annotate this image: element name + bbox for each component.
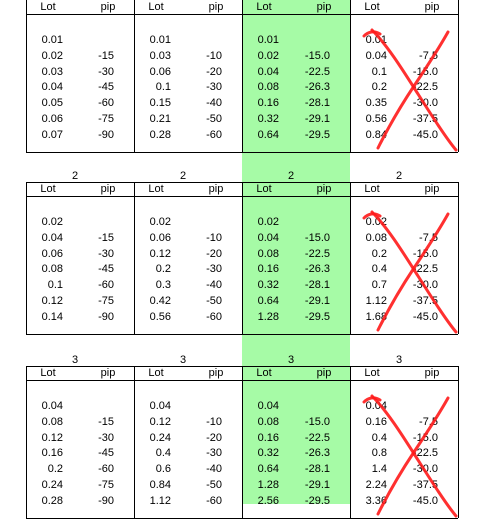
pip-value: -20 (206, 431, 222, 444)
lot-value: 0.08 (257, 247, 279, 260)
lot-value: 0.2 (371, 247, 387, 260)
lot-value: 0.32 (257, 279, 279, 292)
pip-value: -30 (206, 447, 222, 460)
pip-value: -26.3 (304, 81, 330, 94)
lot-value: 0.64 (257, 463, 279, 476)
lot-value: 2.56 (257, 494, 279, 507)
lot-value: 0.6 (155, 463, 171, 476)
pip-value: -28.1 (304, 97, 330, 110)
cross-stroke (372, 212, 456, 332)
pip-value: -15.0 (412, 65, 438, 78)
lot-header: Lot (148, 183, 164, 195)
block-label: 2 (395, 170, 403, 182)
lot-value: 0.14 (41, 310, 63, 323)
pip-value: -29.5 (304, 310, 330, 323)
lot-value: 1.12 (365, 295, 387, 307)
pip-value: -22.5 (412, 263, 438, 276)
lot-header: Lot (40, 367, 56, 379)
lot-value: 0.04 (41, 400, 63, 412)
pip-value: -60 (98, 97, 114, 110)
lot-value: 0.4 (371, 431, 387, 444)
pip-value: -7.5 (419, 415, 438, 428)
pip-value: -75 (98, 113, 114, 125)
lot-value: 0.28 (41, 494, 63, 507)
lot-value: 0.42 (149, 295, 171, 307)
lot-value: 0.32 (257, 447, 279, 460)
pip-value: -15 (98, 231, 114, 244)
block-label: 3 (71, 354, 79, 366)
lot-value: 0.12 (41, 431, 63, 444)
pip-value: -90 (98, 128, 114, 141)
lot-value: 0.64 (257, 295, 279, 307)
pip-value: -7.5 (419, 49, 438, 62)
lot-value: 0.16 (257, 263, 279, 276)
lot-value: 2.24 (365, 479, 387, 491)
pip-value (72, 399, 114, 414)
lot-value: 0.02 (41, 216, 63, 228)
pip-value (288, 399, 330, 414)
red-x-mark-icon (360, 390, 468, 520)
pip-value: -60 (98, 463, 114, 476)
lot-value: 0.56 (149, 310, 171, 323)
pip-value: -28.1 (304, 279, 330, 292)
pip-value: -45 (98, 447, 114, 460)
red-x-mark-icon (360, 206, 468, 336)
lot-value: 1.28 (257, 310, 279, 323)
lot-value: 0.15 (149, 97, 171, 110)
pip-header: pip (316, 367, 332, 379)
lot-value: 0.2 (371, 81, 387, 94)
pip-value: -29.1 (304, 295, 330, 307)
pip-header: pip (100, 367, 116, 379)
lot-value: 0.3 (155, 279, 171, 292)
pip-value: -26.3 (304, 263, 330, 276)
lot-value: 0.8 (371, 447, 387, 460)
lot-value: 1.28 (257, 479, 279, 491)
pip-value: -29.5 (304, 494, 330, 507)
lot-value: 0.06 (149, 65, 171, 78)
pip-value: -15.0 (412, 247, 438, 260)
pip-value: -10 (206, 415, 222, 428)
pip-value: -50 (206, 295, 222, 307)
lot-value: 0.64 (257, 128, 279, 141)
red-x-mark-icon (360, 24, 468, 154)
pip-value: -75 (98, 295, 114, 307)
pip-value: -15.0 (304, 49, 330, 62)
pip-value: -45 (98, 81, 114, 94)
pip-value: -29.5 (304, 128, 330, 141)
pip-header: pip (208, 1, 224, 13)
block-label: 3 (287, 354, 295, 366)
lot-value: 0.1 (155, 81, 171, 94)
lot-value: 0.16 (365, 415, 387, 428)
block-label: 2 (71, 170, 79, 182)
cross-stroke (372, 30, 456, 150)
pip-header: pip (208, 183, 224, 195)
pip-value: -15.0 (304, 231, 330, 244)
lot-value: 0.1 (47, 279, 63, 292)
pip-value: -90 (98, 310, 114, 323)
lot-value: 0.84 (365, 128, 387, 141)
lot-value: 0.06 (41, 113, 63, 125)
pip-header: pip (100, 1, 116, 13)
pip-value: -50 (206, 113, 222, 125)
lot-value: 1.12 (149, 494, 171, 507)
pip-value: -26.3 (304, 447, 330, 460)
pip-value (180, 215, 222, 230)
pip-value: -37.5 (412, 295, 438, 307)
lot-header: Lot (256, 183, 272, 195)
pip-value: -10 (206, 49, 222, 62)
pip-value: -60 (206, 128, 222, 141)
pip-value: -40 (206, 279, 222, 292)
pip-value: -22.5 (304, 65, 330, 78)
lot-value: 0.56 (365, 113, 387, 125)
lot-value: 0.06 (149, 231, 171, 244)
lot-value: 0.35 (365, 97, 387, 110)
lot-value: 0.16 (257, 431, 279, 444)
pip-value: -28.1 (304, 463, 330, 476)
pip-value: -37.5 (412, 479, 438, 491)
lot-header: Lot (40, 1, 56, 13)
lot-value: 1.4 (371, 463, 387, 476)
lot-value: 0.05 (41, 97, 63, 110)
lot-value: 3.36 (365, 494, 387, 507)
pip-value: -60 (206, 310, 222, 323)
lot-value: 0.02 (257, 216, 279, 228)
lot-header: Lot (148, 1, 164, 13)
block-label: 2 (179, 170, 187, 182)
pip-value: -45.0 (412, 128, 438, 141)
lot-value: 0.24 (149, 431, 171, 444)
pip-value: -10 (206, 231, 222, 244)
lot-value: 0.02 (41, 49, 63, 62)
pip-value: -30 (206, 263, 222, 276)
pip-value: -90 (98, 494, 114, 507)
pip-header: pip (316, 1, 332, 13)
lot-value: 0.06 (41, 247, 63, 260)
lot-value: 0.07 (41, 128, 63, 141)
lot-value: 0.32 (257, 113, 279, 125)
lot-value: 0.04 (41, 231, 63, 244)
lot-value: 0.01 (365, 34, 387, 46)
pip-value: -40 (206, 97, 222, 110)
pip-value: -30 (206, 81, 222, 94)
lot-value: 0.04 (365, 400, 387, 412)
lot-header: Lot (364, 367, 380, 379)
block-label: 3 (395, 354, 403, 366)
pip-header: pip (424, 1, 440, 13)
pip-value: -30.0 (412, 279, 438, 292)
lot-value: 1.68 (365, 310, 387, 323)
lot-value: 0.7 (371, 279, 387, 292)
lot-value: 0.01 (257, 34, 279, 46)
pip-value: -20 (206, 65, 222, 78)
pip-value: -37.5 (412, 113, 438, 125)
lot-value: 0.16 (41, 447, 63, 460)
pip-header: pip (208, 367, 224, 379)
pip-value: -45.0 (412, 310, 438, 323)
lot-value: 0.84 (149, 479, 171, 491)
pip-value: -29.1 (304, 479, 330, 491)
lot-value: 0.08 (365, 231, 387, 244)
pip-header: pip (100, 183, 116, 195)
block-label: 2 (287, 170, 295, 182)
lot-value: 0.12 (149, 415, 171, 428)
pip-value: -7.5 (419, 231, 438, 244)
pip-value: -22.5 (304, 431, 330, 444)
pip-value: -60 (206, 494, 222, 507)
lot-header: Lot (364, 1, 380, 13)
pip-value: -15 (98, 415, 114, 428)
pip-value: -30 (98, 247, 114, 260)
lot-value: 0.04 (149, 400, 171, 412)
pip-value: -22.5 (304, 247, 330, 260)
pip-value: -22.5 (412, 447, 438, 460)
lot-value: 0.28 (149, 128, 171, 141)
lot-value: 0.1 (371, 65, 387, 78)
cross-stroke (372, 396, 456, 516)
lot-value: 0.04 (257, 400, 279, 412)
block-label: 3 (179, 354, 187, 366)
lot-value: 0.04 (41, 81, 63, 94)
lot-value: 0.01 (149, 34, 171, 46)
pip-value: -40 (206, 463, 222, 476)
pip-value: -15.0 (412, 431, 438, 444)
lot-value: 0.08 (257, 81, 279, 94)
lot-value: 0.21 (149, 113, 171, 125)
lot-value: 0.08 (257, 415, 279, 428)
pip-value: -30 (98, 65, 114, 78)
pip-value: -60 (98, 279, 114, 292)
pip-value: -29.1 (304, 113, 330, 125)
pip-value (72, 33, 114, 48)
lot-value: 0.02 (365, 216, 387, 228)
pip-value: -30 (98, 431, 114, 444)
lot-value: 0.12 (41, 295, 63, 307)
lot-value: 0.24 (41, 479, 63, 491)
lot-value: 0.4 (371, 263, 387, 276)
lot-header: Lot (256, 1, 272, 13)
lot-value: 0.03 (41, 65, 63, 78)
pip-value: -75 (98, 479, 114, 491)
pip-value (180, 33, 222, 48)
lot-value: 0.12 (149, 247, 171, 260)
lot-value: 0.04 (257, 231, 279, 244)
lot-header: Lot (256, 367, 272, 379)
pip-header: pip (424, 367, 440, 379)
pip-value: -15.0 (304, 415, 330, 428)
pip-value (288, 33, 330, 48)
lot-value: 0.04 (257, 65, 279, 78)
pip-value (72, 215, 114, 230)
pip-value (180, 399, 222, 414)
pip-value (288, 215, 330, 230)
lot-value: 0.03 (149, 49, 171, 62)
lot-value: 0.4 (155, 447, 171, 460)
pip-value: -15 (98, 49, 114, 62)
lot-value: 0.2 (47, 463, 63, 476)
lot-value: 0.16 (257, 97, 279, 110)
pip-value: -30.0 (412, 97, 438, 110)
lot-value: 0.08 (41, 415, 63, 428)
pip-value: -30.0 (412, 463, 438, 476)
lot-value: 0.01 (41, 34, 63, 46)
pip-header: pip (424, 183, 440, 195)
lot-value: 0.08 (41, 263, 63, 276)
pip-value: -22.5 (412, 81, 438, 94)
lot-value: 0.02 (149, 216, 171, 228)
pip-value: -45 (98, 263, 114, 276)
lot-value: 0.02 (257, 49, 279, 62)
pip-value: -45.0 (412, 494, 438, 507)
lot-value: 0.04 (365, 49, 387, 62)
lot-header: Lot (40, 183, 56, 195)
lot-value: 0.2 (155, 263, 171, 276)
pip-value: -50 (206, 479, 222, 491)
pip-value: -20 (206, 247, 222, 260)
lot-header: Lot (148, 367, 164, 379)
lot-header: Lot (364, 183, 380, 195)
pip-header: pip (316, 183, 332, 195)
